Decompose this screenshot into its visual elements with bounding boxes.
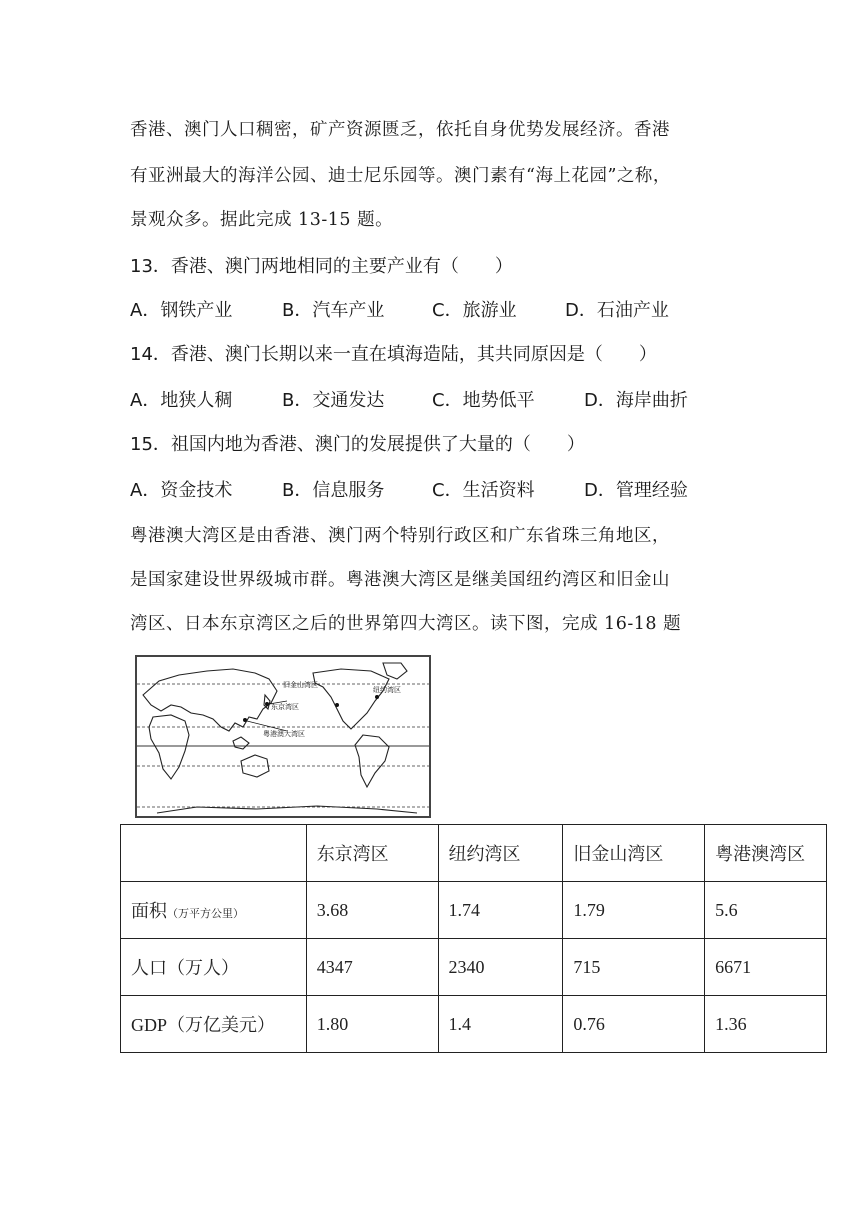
table-row — [121, 939, 827, 996]
question-14-stem: 14．香港、澳门长期以来一直在填海造陆，其共同原因是（ ） — [130, 344, 657, 365]
q15-option-c: C．生活资料 — [432, 480, 535, 501]
intro2-line-2: 是国家建设世界级城市群。粤港澳大湾区是继美国纽约湾区和旧金山 — [130, 570, 670, 590]
row-label-gdp: GDP（万亿美元） — [121, 996, 307, 1053]
table-header-cell: 粤港澳湾区 — [705, 825, 827, 882]
row-label-area — [121, 882, 307, 939]
intro2-line-3: 湾区、日本东京湾区之后的世界第四大湾区。读下图，完成 16-18 题 — [130, 614, 682, 634]
world-map-drawing — [137, 657, 429, 816]
table-header-cell: 旧金山湾区 — [563, 825, 705, 882]
map-label-gba: 粤港澳大湾区 — [263, 730, 305, 738]
q13-option-d: D．石油产业 — [565, 300, 669, 321]
q13-option-a: A．钢铁产业 — [130, 300, 233, 321]
map-label-sf: 旧金山湾区 — [283, 681, 318, 689]
table-cell: 6671 — [705, 939, 827, 996]
table-cell: 5.6 — [705, 882, 827, 939]
intro-line-2: 有亚洲最大的海洋公园、迪士尼乐园等。澳门素有“海上花园”之称， — [130, 166, 671, 186]
q15-option-b: B．信息服务 — [282, 480, 385, 501]
table-header-cell: 纽约湾区 — [438, 825, 563, 882]
question-15-stem: 15．祖国内地为香港、澳门的发展提供了大量的（ ） — [130, 434, 585, 455]
table-header-cell: 东京湾区 — [306, 825, 438, 882]
intro2-line-1: 粤港澳大湾区是由香港、澳门两个特别行政区和广东省珠三角地区， — [130, 526, 670, 546]
table-row — [121, 882, 827, 939]
row-label-text: 面积 — [131, 901, 167, 921]
intro-line-1: 香港、澳门人口稠密，矿产资源匮乏，依托自身优势发展经济。香港 — [130, 120, 670, 140]
table-cell: 2340 — [438, 939, 563, 996]
table-cell: 1.74 — [438, 882, 563, 939]
q14-option-c: C．地势低平 — [432, 390, 535, 411]
sf-marker — [335, 703, 339, 707]
q13-option-b: B．汽车产业 — [282, 300, 385, 321]
table-cell: 715 — [563, 939, 705, 996]
table-cell: 1.4 — [438, 996, 563, 1053]
world-map — [135, 655, 431, 818]
map-label-tokyo: 东京湾区 — [271, 703, 299, 711]
q15-option-d: D．管理经验 — [584, 480, 688, 501]
tokyo-marker — [265, 702, 269, 706]
row-label-population: 人口（万人） — [121, 939, 307, 996]
intro-line-3: 景观众多。据此完成 13-15 题。 — [130, 210, 394, 230]
table-cell: 1.80 — [306, 996, 438, 1053]
question-13-stem: 13．香港、澳门两地相同的主要产业有（ ） — [130, 256, 513, 277]
table-cell: 1.79 — [563, 882, 705, 939]
row-label-unit: （万平方公里） — [167, 908, 244, 920]
q14-option-b: B．交通发达 — [282, 390, 385, 411]
table-row — [121, 996, 827, 1053]
bay-area-comparison-table — [120, 824, 827, 1053]
q15-option-a: A．资金技术 — [130, 480, 233, 501]
ny-marker — [375, 695, 379, 699]
q14-option-d: D．海岸曲折 — [584, 390, 688, 411]
table-cell: 1.36 — [705, 996, 827, 1053]
table-header-row — [121, 825, 827, 882]
gba-marker — [243, 718, 247, 722]
q14-option-a: A．地狭人稠 — [130, 390, 233, 411]
table-cell: 0.76 — [563, 996, 705, 1053]
table-cell: 3.68 — [306, 882, 438, 939]
map-label-ny: 纽约湾区 — [373, 686, 401, 694]
table-header-cell — [121, 825, 307, 882]
q13-option-c: C．旅游业 — [432, 300, 517, 321]
table-cell: 4347 — [306, 939, 438, 996]
